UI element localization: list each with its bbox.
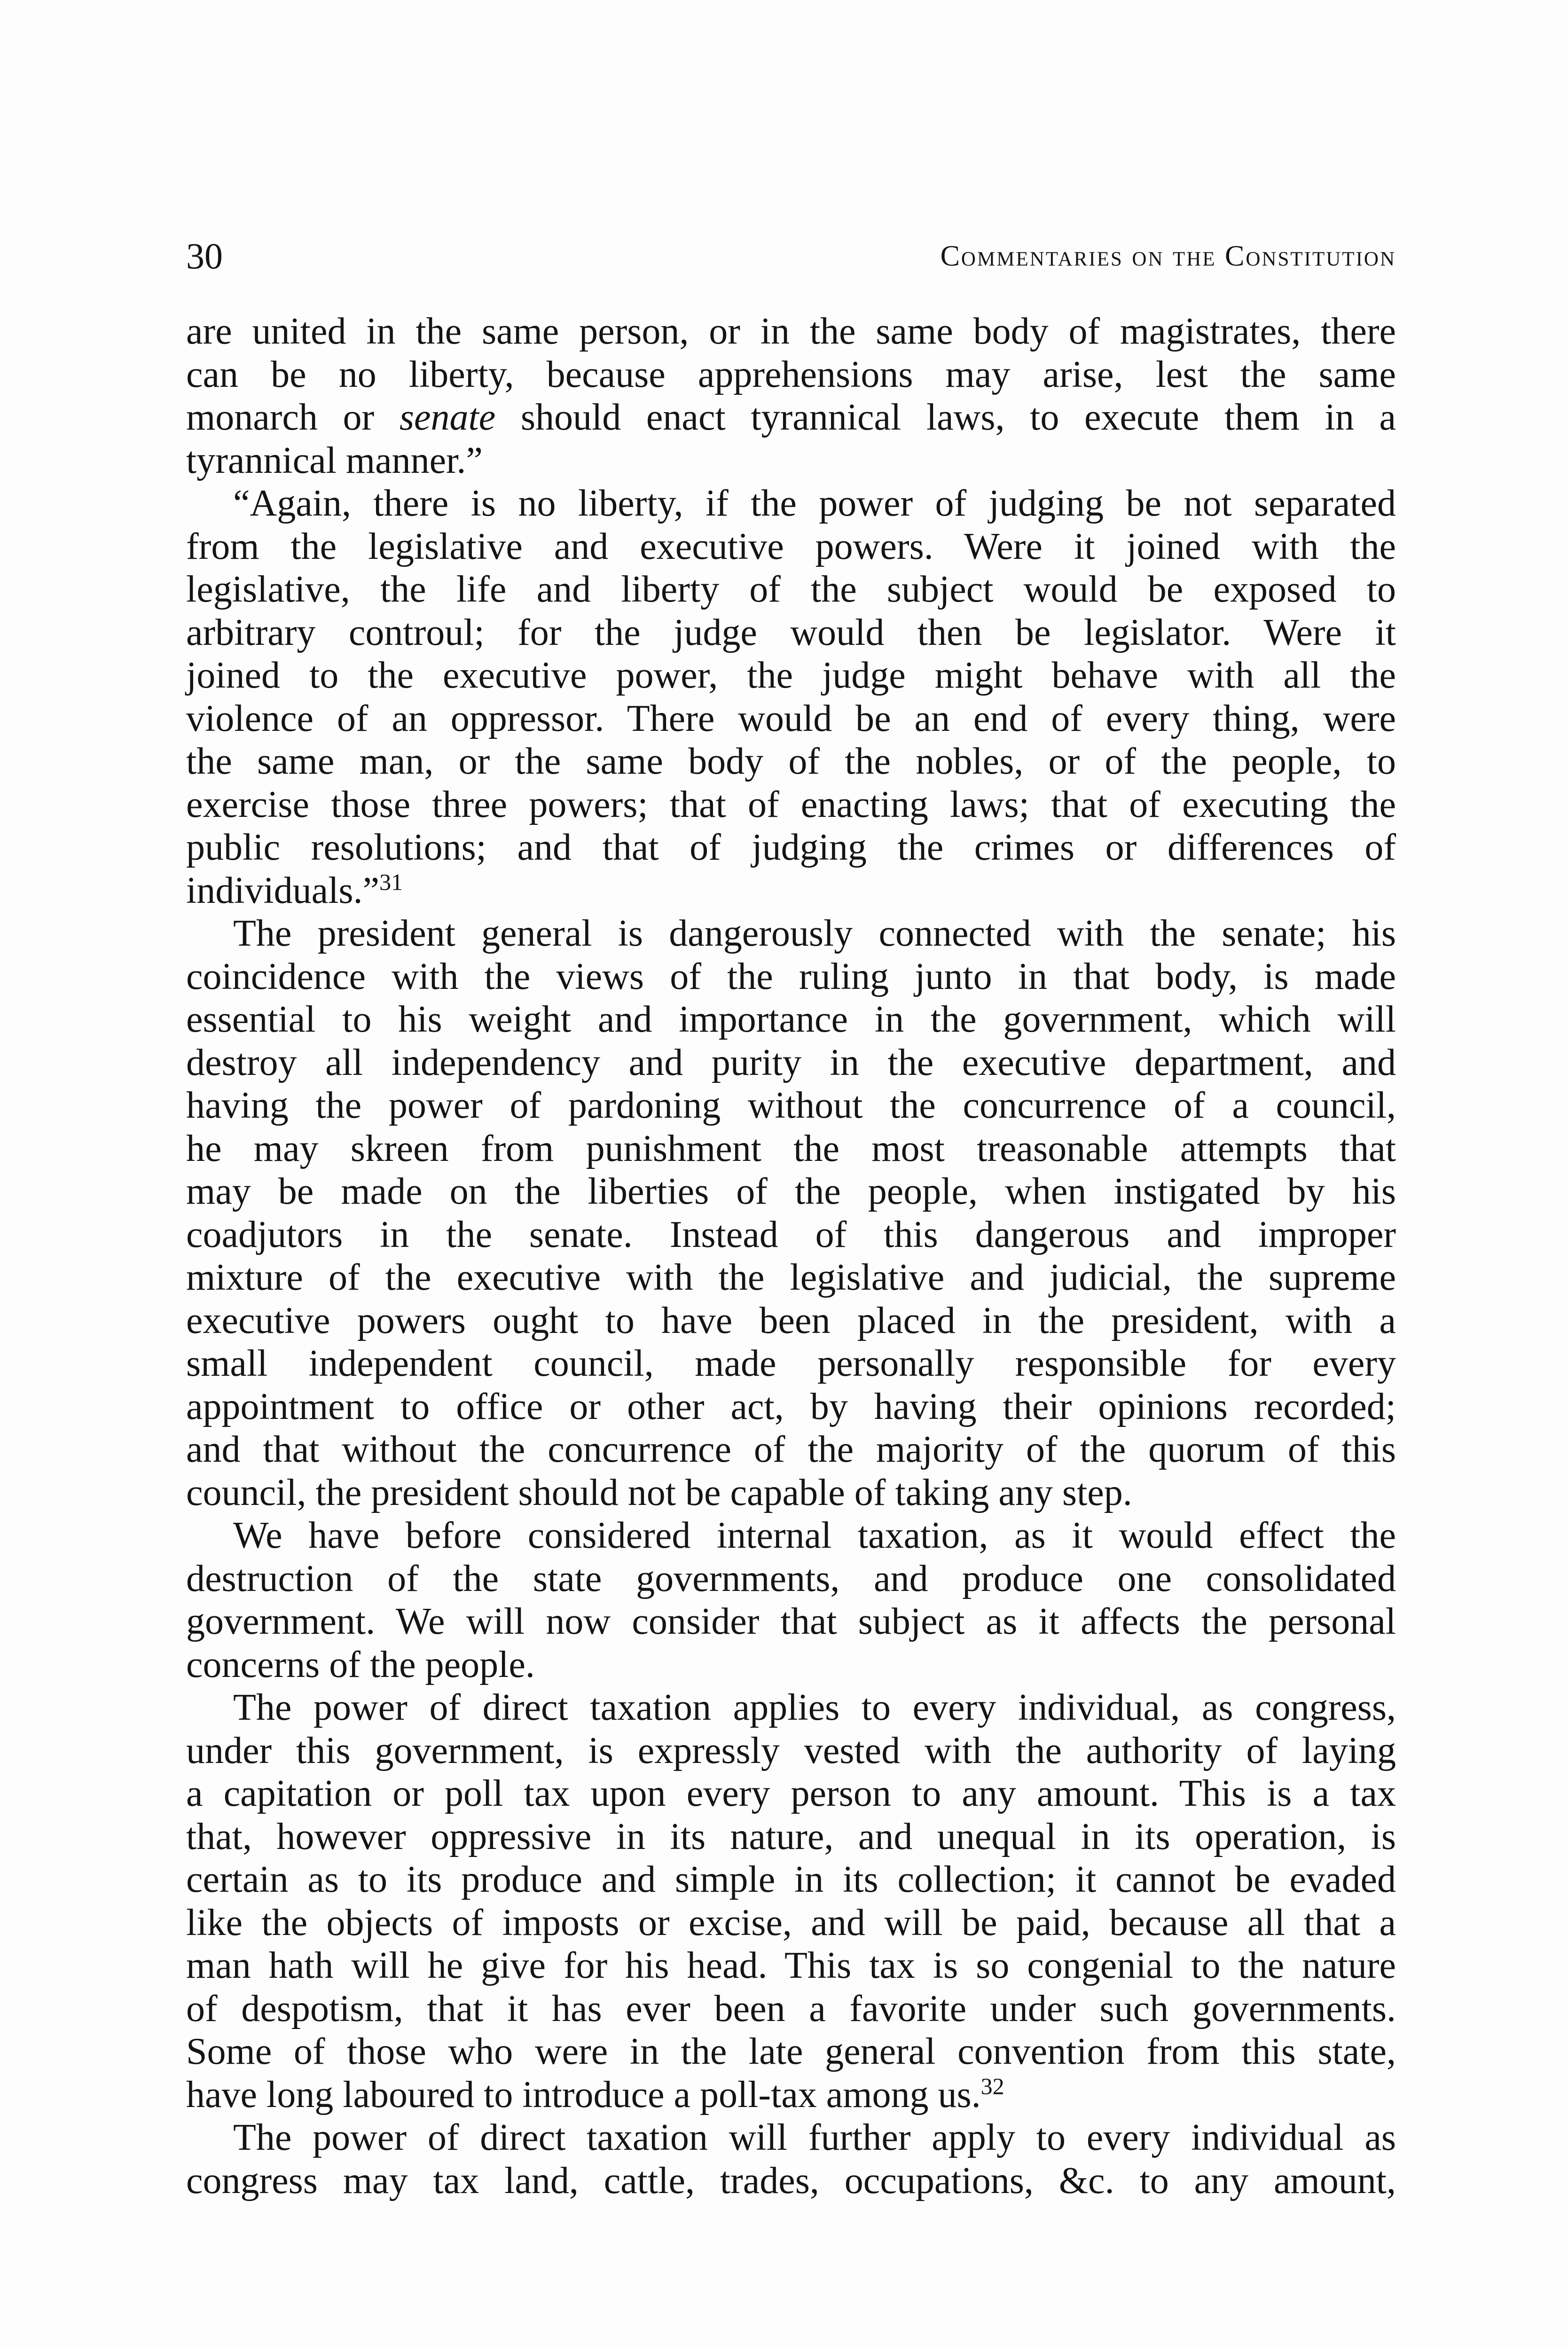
text-line-content: have long laboured to introduce a poll-tax among us. bbox=[186, 2074, 981, 2115]
paragraph-4 bbox=[186, 1514, 1396, 1686]
text-line: tyrannical manner.” bbox=[186, 439, 483, 481]
page-header bbox=[186, 235, 1396, 277]
text-line: may be made on the liberties of the people, when instigated by his bbox=[186, 1171, 1396, 1212]
text-line: exercise those three powers; that of enacting laws; that of executing the bbox=[186, 783, 1396, 825]
text-line: joined to the executive power, the judge might behave with all the bbox=[186, 655, 1396, 696]
text-line: essential to his weight and importance in the government, which will bbox=[186, 999, 1396, 1040]
text-line: that, however oppressive in its nature, and unequal in its operation, is bbox=[186, 1816, 1396, 1857]
paragraph-2 bbox=[186, 482, 1396, 912]
text-line: The power of direct taxation will further apply to every individual as bbox=[233, 2117, 1396, 2158]
paragraph-1 bbox=[186, 310, 1396, 482]
text-line: public resolutions; and that of judging the crimes or differences of bbox=[186, 827, 1396, 868]
text-line: under this government, is expressly vested with the authority of laying bbox=[186, 1730, 1396, 1771]
text-line: Some of those who were in the late general convention from this state, bbox=[186, 2031, 1396, 2072]
italic-word: senate bbox=[399, 397, 496, 438]
paragraph-6 bbox=[186, 2116, 1396, 2202]
text-line: concerns of the people. bbox=[186, 1644, 535, 1685]
text-line: monarch or senate should enact tyrannical laws, to execute them in a bbox=[186, 397, 1396, 438]
text-line: congress may tax land, cattle, trades, occupations, &c. to any amount, bbox=[186, 2160, 1396, 2201]
text-line: certain as to its produce and simple in its collection; it cannot be evaded bbox=[186, 1859, 1396, 1900]
text-line: and that without the concurrence of the majority of the quorum of this bbox=[186, 1429, 1396, 1470]
text-line: government. We will now consider that subject as it affects the personal bbox=[186, 1601, 1396, 1642]
text-line: the same man, or the same body of the nobles, or of the people, to bbox=[186, 741, 1396, 782]
paragraph-3 bbox=[186, 912, 1396, 1514]
text-line: legislative, the life and liberty of the subject would be exposed to bbox=[186, 569, 1396, 610]
footnote-marker: 31 bbox=[379, 869, 403, 895]
text-line: a capitation or poll tax upon every person to any amount. This is a tax bbox=[186, 1773, 1396, 1814]
text-line: executive powers ought to have been placed in the president, with a bbox=[186, 1300, 1396, 1341]
text-line: The president general is dangerously connected with the senate; his bbox=[233, 913, 1396, 954]
text-line: like the objects of imposts or excise, and will be paid, because all that a bbox=[186, 1902, 1396, 1943]
text-line: arbitrary controul; for the judge would then be legislator. Were it bbox=[186, 611, 1396, 653]
text-line: destruction of the state governments, and produce one consolidated bbox=[186, 1558, 1396, 1599]
text-line: mixture of the executive with the legislative and judicial, the supreme bbox=[186, 1257, 1396, 1298]
text-line: violence of an oppressor. There would be an end of every thing, were bbox=[186, 697, 1396, 739]
text-line: from the legislative and executive powers. Were it joined with the bbox=[186, 525, 1396, 567]
text-line: coadjutors in the senate. Instead of this dangerous and improper bbox=[186, 1214, 1396, 1255]
text-line: appointment to office or other act, by having their opinions recorded; bbox=[186, 1386, 1396, 1427]
running-head: Commentaries on the Constitution bbox=[940, 240, 1396, 272]
text-line: coincidence with the views of the ruling junto in that body, is made bbox=[186, 956, 1396, 997]
text-line: destroy all independency and purity in the executive department, and bbox=[186, 1042, 1396, 1083]
body-text bbox=[186, 310, 1396, 2202]
page-number: 30 bbox=[186, 235, 223, 276]
text-line: The power of direct taxation applies to every individual, as congress, bbox=[233, 1687, 1396, 1728]
text-line: man hath will he give for his head. This tax is so congenial to the nature bbox=[186, 1945, 1396, 1986]
text-line-content: individuals.” bbox=[186, 870, 380, 911]
text-line: council, the president should not be capable of taking any step. bbox=[186, 1472, 1132, 1513]
text-line: he may skreen from punishment the most treasonable attempts that bbox=[186, 1128, 1396, 1169]
text-line: are united in the same person, or in the same body of magistrates, there bbox=[186, 311, 1396, 352]
text-line: small independent council, made personally responsible for every bbox=[186, 1343, 1396, 1384]
text-line: We have before considered internal taxation, as it would effect the bbox=[233, 1515, 1396, 1556]
text-line: can be no liberty, because apprehensions may arise, lest the same bbox=[186, 353, 1396, 395]
text-line: of despotism, that it has ever been a favorite under such governments. bbox=[186, 1988, 1396, 2029]
text-line bbox=[186, 2074, 1396, 2117]
text-line bbox=[186, 870, 1396, 913]
text-line: “Again, there is no liberty, if the power of judging be not separated bbox=[233, 483, 1396, 524]
footnote-marker: 32 bbox=[980, 2073, 1004, 2099]
text-line: having the power of pardoning without the concurrence of a council, bbox=[186, 1085, 1396, 1126]
paragraph-5 bbox=[186, 1686, 1396, 2116]
